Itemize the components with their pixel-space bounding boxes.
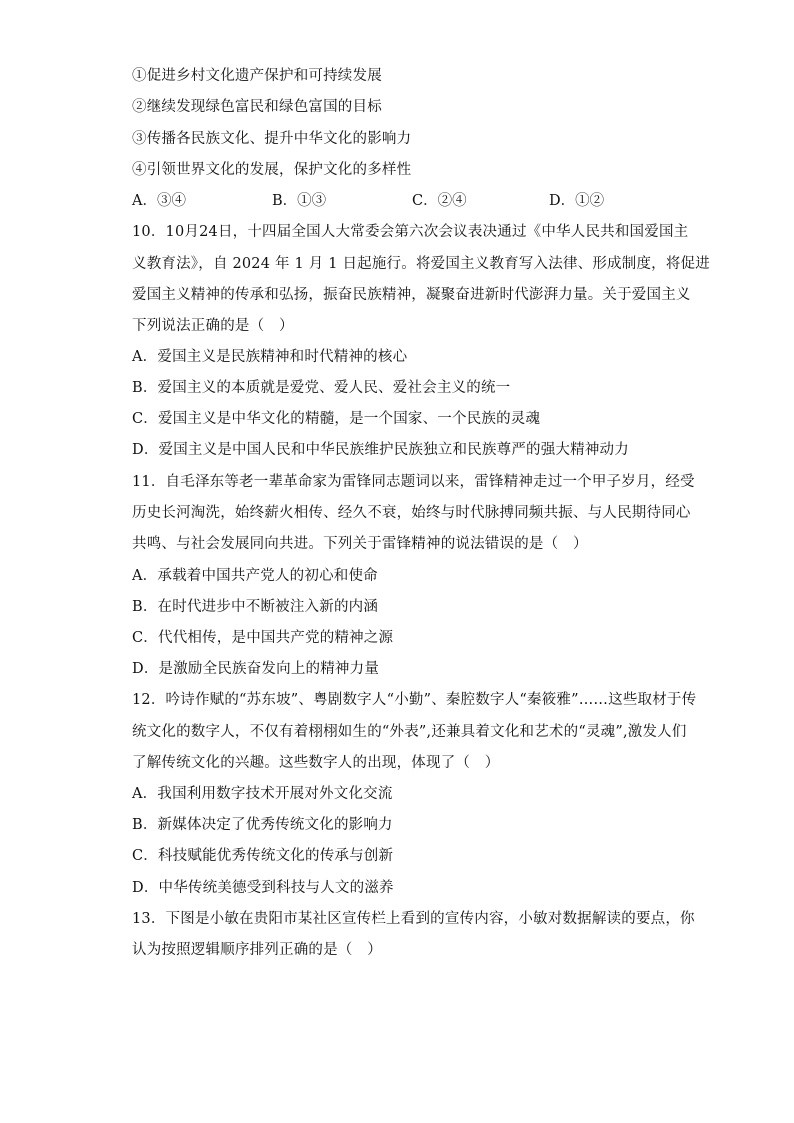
q12-option-c: C．科技赋能优秀传统文化的传承与创新 [132, 848, 394, 864]
q9-statement-1: ①促进乡村文化遗产保护和可持续发展 [132, 68, 382, 84]
q10-option-b: B．爱国主义的本质就是爱党、爱人民、爱社会主义的统一 [132, 380, 511, 396]
q9-statement-3: ③传播各民族文化、提升中华文化的影响力 [132, 131, 412, 147]
q12-option-a: A．我国利用数字技术开展对外文化交流 [132, 786, 393, 802]
q13-stem-line-2: 认为按照逻辑顺序排列正确的是（ ） [132, 942, 382, 958]
q9-options [132, 191, 652, 211]
q11-option-a: A．承载着中国共产党人的初心和使命 [132, 568, 378, 584]
q11-stem-line-3: 共鸣、与社会发展同向共进。下列关于雷锋精神的说法错误的是（ ） [132, 536, 588, 552]
q9-statement-4: ④引领世界文化的发展，保护文化的多样性 [132, 162, 412, 178]
q10-option-c: C．爱国主义是中华文化的精髓，是一个国家、一个民族的灵魂 [132, 411, 541, 427]
q12-stem-line-2: 统文化的数字人，不仅有着栩栩如生的“外表”,还兼具着文化和艺术的“灵魂”,激发人们 [132, 724, 687, 740]
q11-option-d: D．是激励全民族奋发向上的精神力量 [132, 661, 380, 677]
q13-stem-line-1: 13．下图是小敏在贵阳市某社区宣传栏上看到的宣传内容，小敏对数据解读的要点，你 [132, 911, 695, 927]
q9-option-b: B．①③ [272, 193, 327, 209]
q9-option-d: D．①② [549, 193, 605, 209]
q11-stem-line-2: 历史长河淘洗，始终薪火相传、经久不衰，始终与时代脉搏同频共振、与人民期待同心 [132, 505, 691, 521]
q10-stem-line-3: 爱国主义精神的传承和弘扬，振奋民族精神，凝聚奋进新时代澎湃力量。关于爱国主义 [132, 287, 691, 303]
q12-stem-line-3: 了解传统文化的兴趣。这些数字人的出现，体现了（ ） [132, 755, 500, 771]
q11-stem-line-1: 11．自毛泽东等老一辈革命家为雷锋同志题词以来，雷锋精神走过一个甲子岁月，经受 [132, 474, 695, 490]
q12-option-b: B．新媒体决定了优秀传统文化的影响力 [132, 817, 393, 833]
q10-stem-line-2: 义教育法》，自 2024 年 1 月 1 日起施行。将爱国主义教育写入法律、形成制度，将促进 [132, 256, 710, 272]
q10-stem-line-1: 10．10月24日，十四届全国人大常委会第六次会议表决通过《中华人民共和国爱国主 [132, 224, 689, 240]
q9-option-a: A．③④ [132, 193, 186, 209]
q11-option-c: C．代代相传，是中国共产党的精神之源 [132, 630, 394, 646]
q11-option-b: B．在时代进步中不断被注入新的内涵 [132, 599, 379, 615]
q12-option-d: D．中华传统美德受到科技与人文的滋养 [132, 880, 394, 896]
q12-stem-line-1: 12．吟诗作赋的“苏东坡”、粤剧数字人“小勤”、秦腔数字人“秦筱雅”……这些取材于传 [132, 692, 697, 708]
q10-option-d: D．爱国主义是中国人民和中华民族维护民族独立和民族尊严的强大精神动力 [132, 442, 629, 458]
q9-option-c: C．②④ [412, 193, 467, 209]
q10-option-a: A．爱国主义是民族精神和时代精神的核心 [132, 349, 408, 365]
q10-stem-line-4: 下列说法正确的是（ ） [132, 318, 294, 334]
q9-statement-2: ②继续发现绿色富民和绿色富国的目标 [132, 99, 382, 115]
